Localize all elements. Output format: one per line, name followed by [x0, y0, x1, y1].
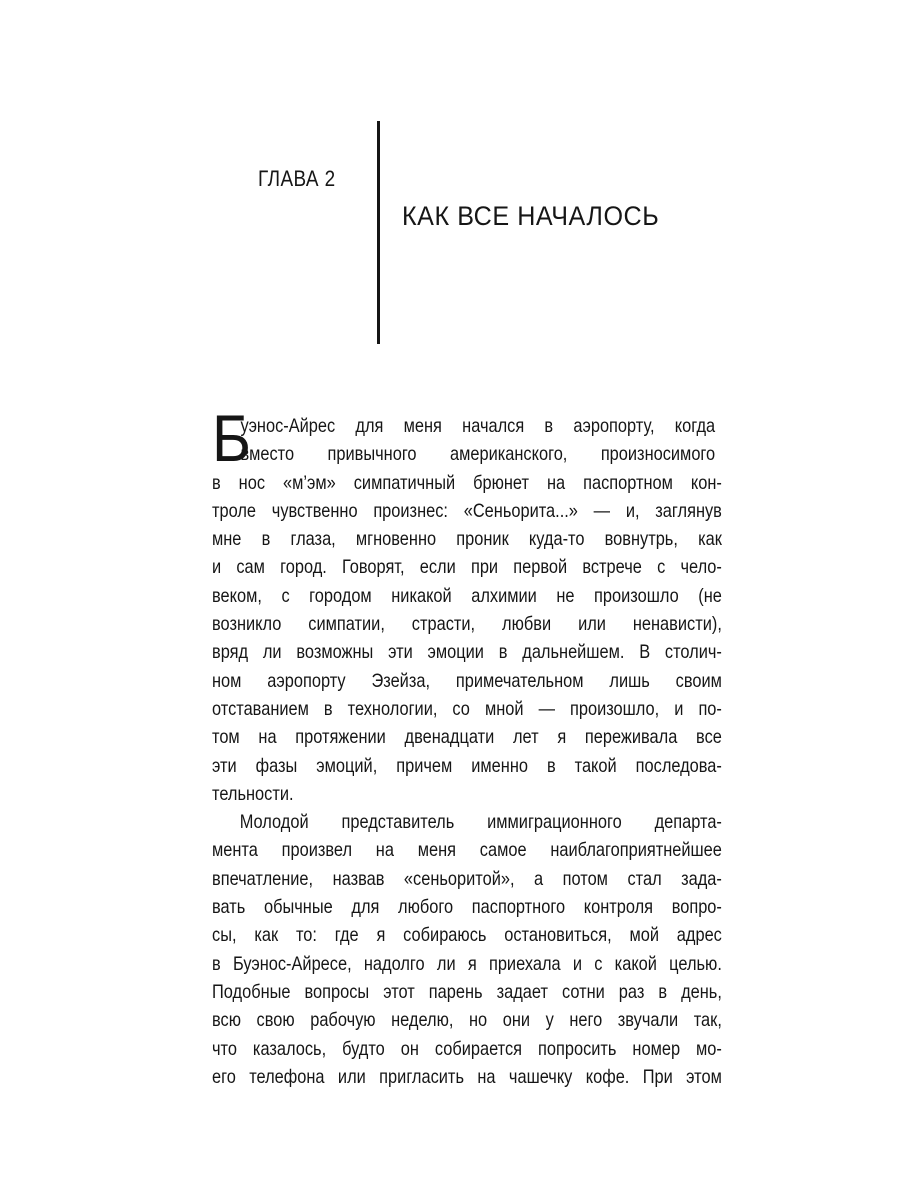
text-line: что казалось, будто он собирается попросить номер мо- [212, 1037, 722, 1060]
chapter-title: КАК ВСЕ НАЧАЛОСЬ [402, 201, 660, 231]
text-line: вать обычные для любого паспортного контроля вопро- [212, 896, 722, 919]
text-line: сы, как то: где я собираюсь остановиться, мой адрес [212, 924, 722, 947]
chapter-divider [377, 121, 380, 344]
text-line: его телефона или пригласить на чашечку кофе. При этом [212, 1065, 722, 1088]
text-line: том на протяжении двенадцати лет я переживала все [212, 726, 722, 749]
text-line: вряд ли возможны эти эмоции в дальнейшем. В столич- [212, 641, 722, 664]
text-line: эти фазы эмоций, причем именно в такой последова- [212, 754, 722, 777]
drop-cap: Б [212, 401, 251, 475]
text-line: возникло симпатии, страсти, любви или ненависти), [212, 613, 722, 636]
text-line: уэнос-Айрес для меня начался в аэропорту, когда [240, 415, 716, 437]
text-line: вместо привычного американского, произносимого [240, 443, 716, 466]
body-text [212, 412, 722, 1091]
text-line: Подобные вопросы этот парень задает сотни раз в день, [212, 980, 722, 1003]
text-line: отставанием в технологии, со мной — произошло, и по- [212, 697, 722, 720]
text-line: троле чувственно произнес: «Сеньорита...» — и, заглянув [212, 499, 722, 522]
text-line: Молодой представитель иммиграционного департа- [239, 811, 722, 834]
text-line: веком, с городом никакой алхимии не произошло (не [212, 584, 722, 607]
text-line: в нос «м’эм» симпатичный брюнет на паспортном кон- [212, 471, 722, 494]
text-line: всю свою рабочую неделю, но они у него звучали так, [212, 1009, 722, 1032]
text-line: мне в глаза, мгновенно проник куда-то вовнутрь, как [212, 528, 722, 551]
text-line: в Буэнос-Айресе, надолго ли я приехала и с какой целью. [212, 952, 722, 975]
text-line: и сам город. Говорят, если при первой встрече с чело- [212, 556, 722, 579]
text-line: мента произвел на меня самое наиблагоприятнейшее [212, 839, 722, 862]
text-line: ном аэропорту Эзейза, примечательном лишь своим [212, 669, 722, 692]
text-line: тельности. [212, 782, 294, 805]
chapter-label: ГЛАВА 2 [258, 166, 336, 191]
text-line: впечатление, назвав «сеньоритой», а потом стал зада- [212, 867, 722, 890]
